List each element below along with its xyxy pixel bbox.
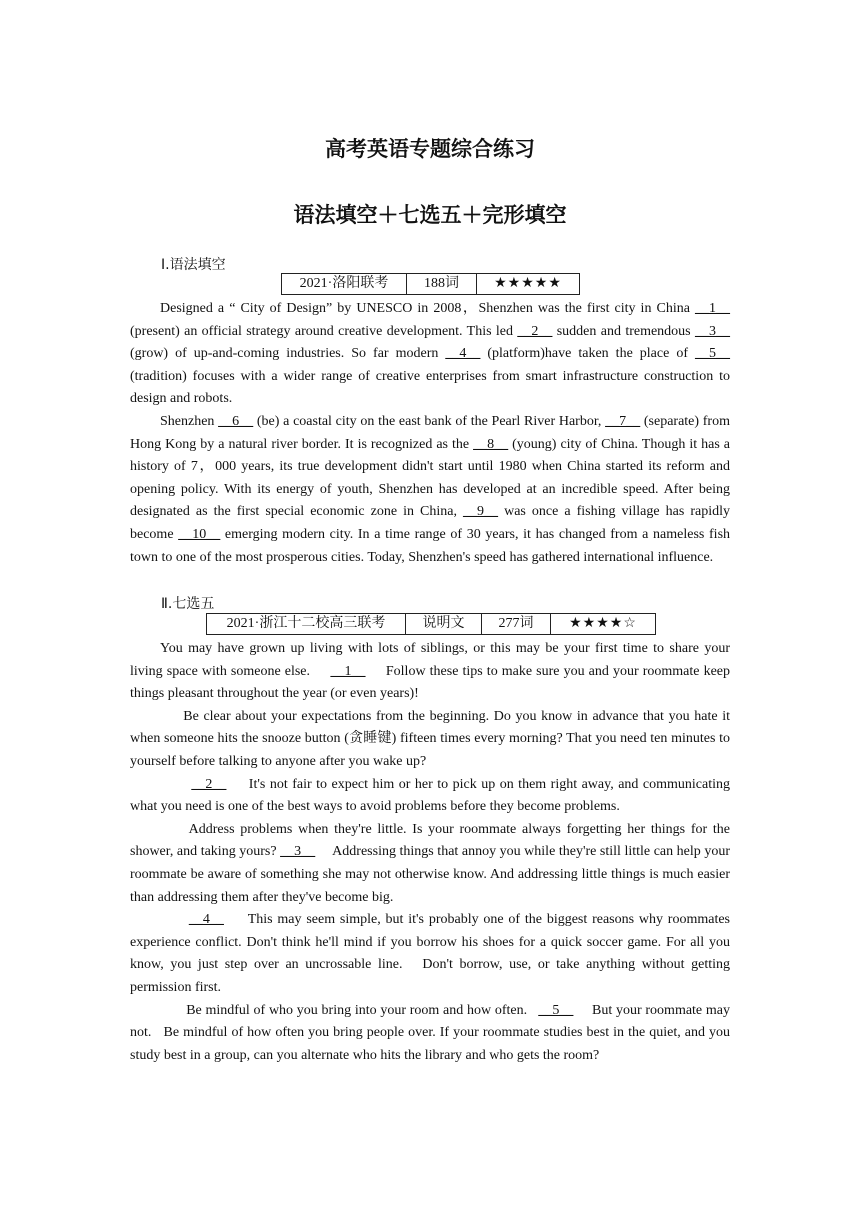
passage-text: But your roommate may not. Be mindful of how often you bring people over. If your roommate studies best in the quiet, and you study best in a group, can you alternate who hits the library and who gets the room? <box>130 1002 734 1063</box>
passage-text: (separate) from Hong Kong by a natural river border. It is recognized as the <box>130 413 734 452</box>
passage-text: (young) city of China. Though it has a history of 7，000 years, its true development didn't start until 1980 when China started its reform and opening policy. With its energy of youth, Shenzhen has developed at an incredible speed. After being designated as the first special economic zone in China, <box>130 436 734 520</box>
section-2-info-table <box>206 613 656 635</box>
passage-text: Addressing things that annoy you while they're still little can help your roommate be aware of something she may not otherwise know. And addressing little things is much easier than addressing them after they've become big. <box>130 844 734 905</box>
blank-number: __2__ <box>517 323 553 339</box>
passage-text: Shenzhen <box>160 413 219 429</box>
passage-text: sudden and tremendous <box>552 323 695 339</box>
blank-number: __4__ <box>445 346 481 362</box>
section-2-passage <box>130 638 734 1067</box>
section-1-info-table <box>281 273 580 295</box>
passage-paragraph <box>130 1000 734 1068</box>
passage-text: (platform)have taken the place of <box>480 346 695 362</box>
passage-text: (grow) of up-and-coming industries. So far modern <box>130 323 734 362</box>
blank-number: __5__ <box>538 1002 574 1018</box>
section-2-genre: 说明文 <box>406 614 482 635</box>
passage-text: This may seem simple, but it's probably one of the biggest reasons why roommates experience conflict. Don't think he'll mind if you borrow his shoes for a quick soccer game. For all you know, you just step over an uncrossable line. Don't borrow, use, or take anything without getting permission first. <box>130 912 734 995</box>
blank-number: __2__ <box>191 776 227 792</box>
passage-text: emerging modern city. In a time range of 30 years, it has changed from a nameless fish town to one of the most prosperous cities. Today, Shenzhen's speed has gathered international influence. <box>130 526 734 565</box>
passage-text: You may have grown up living with lots of siblings, or this may be your first time to share your living space with someone else. <box>130 641 734 679</box>
section-1-word-count: 188词 <box>407 274 477 295</box>
section-1-label: Ⅰ.语法填空 <box>161 257 226 273</box>
blank-number: __1__ <box>695 301 730 316</box>
page-subtitle: 语法填空＋七选五＋完形填空 <box>293 203 567 227</box>
blank-number: __7__ <box>605 413 641 429</box>
section-1-difficulty-stars: ★★★★★ <box>477 274 580 295</box>
passage-paragraph <box>130 909 734 999</box>
blank-number: __1__ <box>330 663 366 679</box>
passage-paragraph <box>130 411 734 569</box>
blank-number: __3__ <box>280 844 316 860</box>
passage-text <box>160 912 189 927</box>
blank-number: __5__ <box>695 346 730 362</box>
section-1-passage <box>130 298 734 569</box>
blank-number: __4__ <box>188 912 224 928</box>
passage-text: (present) an official strategy around creative development. This led <box>130 301 734 339</box>
passage-paragraph <box>130 819 734 909</box>
blank-number: __3__ <box>695 323 730 339</box>
passage-paragraph <box>130 298 734 411</box>
blank-number: __9__ <box>463 504 499 520</box>
passage-text: (tradition) focuses with a wider range of creative enterprises from smart infrastructure construction to design and robots. <box>130 346 734 407</box>
passage-text: Follow these tips to make sure you and your roommate keep things pleasant throughout the year (or even years)! <box>130 663 734 702</box>
passage-text: Be clear about your expectations from the beginning. Do you know in advance that you hate it when someone hits the snooze button (贪睡键) fifteen times every morning? That you need ten minutes to yourself before talking to anyone after you wake up? <box>130 708 734 769</box>
passage-text: Address problems when they're little. Is your roommate always forgetting her things for the shower, and taking yours? <box>130 821 734 860</box>
passage-paragraph <box>130 774 734 819</box>
passage-text: Designed a “ City of Design” by UNESCO in 2008，Shenzhen was the first city in China <box>160 301 695 316</box>
section-2-label: Ⅱ.七选五 <box>161 596 215 612</box>
blank-number: __10__ <box>178 526 221 542</box>
section-1-source: 2021·洛阳联考 <box>282 274 407 295</box>
section-2-word-count: 277词 <box>482 614 551 635</box>
page-title: 高考英语专题综合练习 <box>325 137 535 161</box>
passage-text: It's not fair to expect him or her to pick up on them right away, and communicating what you need is one of the best ways to avoid problems before they become problems. <box>130 776 734 815</box>
passage-text: Be mindful of who you bring into your room and how often. <box>160 1002 539 1018</box>
passage-text <box>160 777 191 792</box>
section-2-source: 2021·浙江十二校高三联考 <box>207 614 406 635</box>
passage-text: was once a fishing village has rapidly become <box>130 504 734 542</box>
passage-text: (be) a coastal city on the east bank of the Pearl River Harbor, <box>253 413 606 429</box>
section-2-difficulty-stars: ★★★★☆ <box>551 614 656 635</box>
passage-paragraph <box>130 638 734 706</box>
blank-number: __6__ <box>218 413 254 429</box>
blank-number: __8__ <box>473 436 509 452</box>
passage-paragraph <box>130 706 734 774</box>
